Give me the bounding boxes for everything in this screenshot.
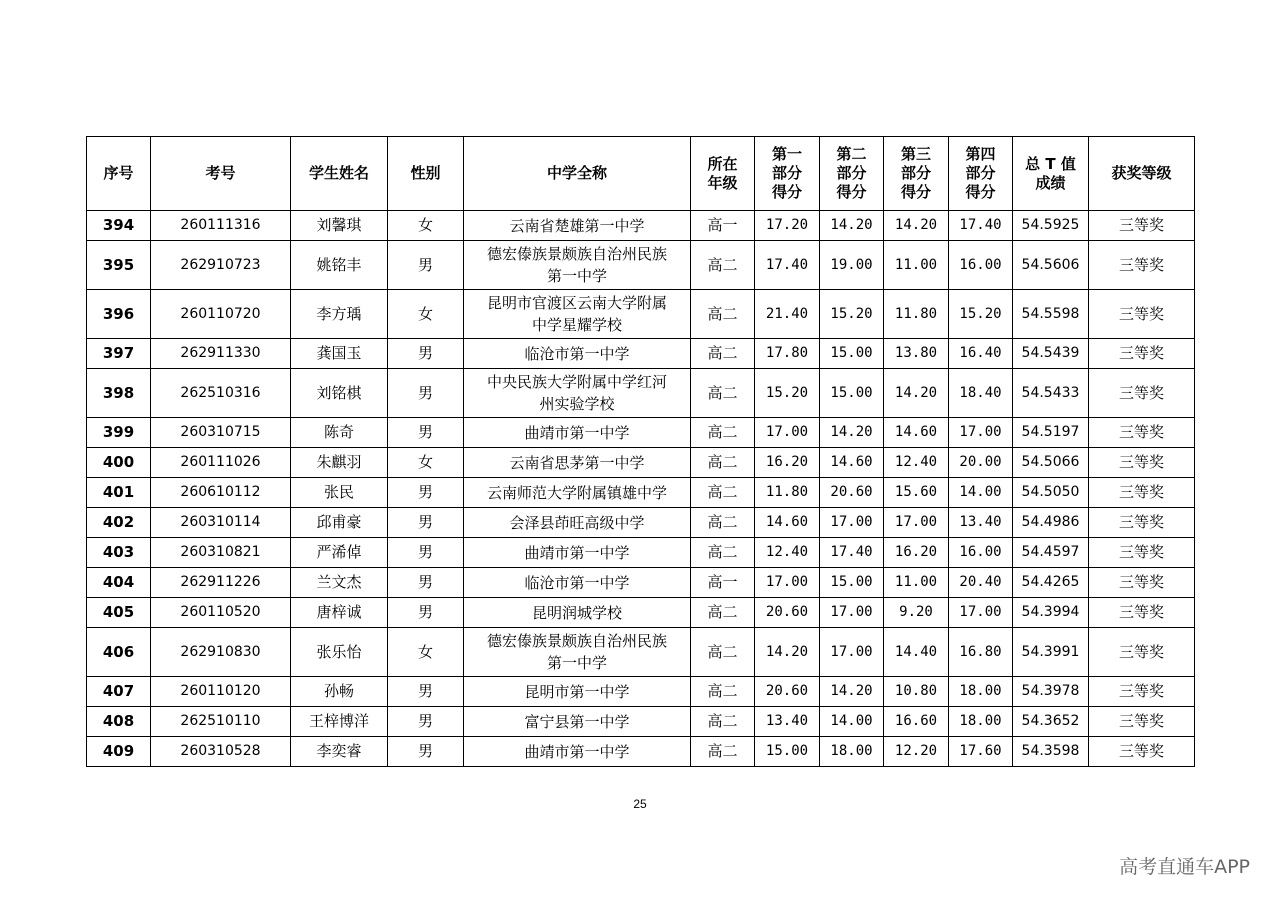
table-cell: 曲靖市第一中学 [464, 737, 691, 767]
table-cell: 兰文杰 [291, 568, 388, 598]
table-cell: 404 [87, 568, 151, 598]
table-row [87, 628, 1195, 677]
table-cell: 54.3978 [1013, 677, 1089, 707]
table-cell: 11.00 [884, 568, 949, 598]
table-cell: 17.00 [820, 508, 884, 538]
table-cell: 19.00 [820, 241, 884, 290]
table-body [87, 211, 1195, 767]
table-cell: 406 [87, 628, 151, 677]
table-cell: 16.40 [949, 339, 1013, 369]
header-cell: 获奖等级 [1089, 137, 1195, 211]
table-cell: 陈奇 [291, 418, 388, 448]
table-cell: 17.00 [755, 568, 820, 598]
table-cell: 会泽县茚旺高级中学 [464, 508, 691, 538]
table-cell: 三等奖 [1089, 211, 1195, 241]
header-row [87, 137, 1195, 211]
table-cell: 13.40 [755, 707, 820, 737]
table-row [87, 568, 1195, 598]
header-cell: 第四 部分 得分 [949, 137, 1013, 211]
header-cell: 考号 [151, 137, 291, 211]
table-row [87, 241, 1195, 290]
table-cell: 17.80 [755, 339, 820, 369]
table-cell: 10.80 [884, 677, 949, 707]
table-cell: 17.40 [755, 241, 820, 290]
table-cell: 54.5925 [1013, 211, 1089, 241]
table-cell: 11.80 [884, 290, 949, 339]
table-cell: 54.5197 [1013, 418, 1089, 448]
table-cell: 54.5598 [1013, 290, 1089, 339]
table-cell: 龚国玉 [291, 339, 388, 369]
table-cell: 李方瑀 [291, 290, 388, 339]
table-cell: 17.00 [884, 508, 949, 538]
table-cell: 11.80 [755, 478, 820, 508]
table-cell: 高二 [691, 290, 755, 339]
table-cell: 姚铭丰 [291, 241, 388, 290]
table-row [87, 508, 1195, 538]
table-cell: 260310821 [151, 538, 291, 568]
header-cell: 性别 [388, 137, 464, 211]
table-cell: 三等奖 [1089, 568, 1195, 598]
table-cell: 54.5433 [1013, 369, 1089, 418]
table-cell: 262910830 [151, 628, 291, 677]
table-cell: 21.40 [755, 290, 820, 339]
table-cell: 高二 [691, 628, 755, 677]
table-cell: 54.3598 [1013, 737, 1089, 767]
watermark-text: 高考直通车APP [1119, 856, 1250, 878]
table-cell: 18.00 [949, 677, 1013, 707]
table-row [87, 677, 1195, 707]
table-cell: 54.3652 [1013, 707, 1089, 737]
table-cell: 三等奖 [1089, 538, 1195, 568]
table-row [87, 339, 1195, 369]
table-cell: 17.40 [820, 538, 884, 568]
table-cell: 18.40 [949, 369, 1013, 418]
table-cell: 14.00 [949, 478, 1013, 508]
table-cell: 399 [87, 418, 151, 448]
table-row [87, 369, 1195, 418]
table-cell: 李奕睿 [291, 737, 388, 767]
table-cell: 男 [388, 568, 464, 598]
table-cell: 三等奖 [1089, 707, 1195, 737]
table-cell: 400 [87, 448, 151, 478]
table-cell: 高二 [691, 598, 755, 628]
table-cell: 三等奖 [1089, 339, 1195, 369]
table-cell: 15.20 [755, 369, 820, 418]
table-cell: 14.20 [820, 211, 884, 241]
table-cell: 262510316 [151, 369, 291, 418]
table-cell: 三等奖 [1089, 369, 1195, 418]
table-row [87, 418, 1195, 448]
table-cell: 高二 [691, 707, 755, 737]
table-cell: 男 [388, 418, 464, 448]
table-cell: 曲靖市第一中学 [464, 418, 691, 448]
table-cell: 男 [388, 707, 464, 737]
table-cell: 17.60 [949, 737, 1013, 767]
table-cell: 394 [87, 211, 151, 241]
table-cell: 54.3994 [1013, 598, 1089, 628]
table-cell: 17.00 [820, 598, 884, 628]
table-cell: 18.00 [949, 707, 1013, 737]
table-cell: 14.20 [884, 369, 949, 418]
table-cell: 262510110 [151, 707, 291, 737]
table-cell: 260110520 [151, 598, 291, 628]
table-cell: 407 [87, 677, 151, 707]
table-cell: 三等奖 [1089, 241, 1195, 290]
table-cell: 15.00 [820, 568, 884, 598]
table-cell: 高二 [691, 418, 755, 448]
table-cell: 54.3991 [1013, 628, 1089, 677]
table-cell: 12.40 [755, 538, 820, 568]
table-cell: 高二 [691, 538, 755, 568]
header-cell: 所在 年级 [691, 137, 755, 211]
table-cell: 女 [388, 211, 464, 241]
table-cell: 405 [87, 598, 151, 628]
table-cell: 260610112 [151, 478, 291, 508]
table-cell: 20.00 [949, 448, 1013, 478]
table-cell: 刘馨琪 [291, 211, 388, 241]
table-cell: 高一 [691, 568, 755, 598]
table-cell: 13.80 [884, 339, 949, 369]
table-cell: 三等奖 [1089, 290, 1195, 339]
header-cell: 第一 部分 得分 [755, 137, 820, 211]
table-cell: 三等奖 [1089, 418, 1195, 448]
header-cell: 第二 部分 得分 [820, 137, 884, 211]
table-cell: 临沧市第一中学 [464, 339, 691, 369]
table-row [87, 538, 1195, 568]
table-cell: 17.00 [949, 598, 1013, 628]
table-cell: 邱甫豪 [291, 508, 388, 538]
table-cell: 17.40 [949, 211, 1013, 241]
header-cell: 总 T 值 成绩 [1013, 137, 1089, 211]
table-cell: 德宏傣族景颇族自治州民族 第一中学 [464, 628, 691, 677]
table-cell: 14.00 [820, 707, 884, 737]
table-cell: 女 [388, 290, 464, 339]
table-cell: 曲靖市第一中学 [464, 538, 691, 568]
table-cell: 262911330 [151, 339, 291, 369]
table-row [87, 598, 1195, 628]
table-cell: 17.20 [755, 211, 820, 241]
table-cell: 三等奖 [1089, 628, 1195, 677]
table-cell: 16.00 [949, 538, 1013, 568]
table-cell: 14.60 [755, 508, 820, 538]
table-row [87, 478, 1195, 508]
table-cell: 14.20 [820, 677, 884, 707]
table-cell: 54.4597 [1013, 538, 1089, 568]
table-cell: 云南省楚雄第一中学 [464, 211, 691, 241]
table-cell: 三等奖 [1089, 448, 1195, 478]
table-cell: 398 [87, 369, 151, 418]
table-cell: 12.40 [884, 448, 949, 478]
table-cell: 396 [87, 290, 151, 339]
table-cell: 高二 [691, 478, 755, 508]
table-cell: 15.00 [755, 737, 820, 767]
table-cell: 20.60 [820, 478, 884, 508]
table-cell: 男 [388, 241, 464, 290]
header-cell: 中学全称 [464, 137, 691, 211]
table-cell: 14.60 [884, 418, 949, 448]
table-cell: 16.60 [884, 707, 949, 737]
header-cell: 学生姓名 [291, 137, 388, 211]
table-cell: 14.20 [755, 628, 820, 677]
table-cell: 昆明市第一中学 [464, 677, 691, 707]
table-cell: 16.80 [949, 628, 1013, 677]
table-cell: 402 [87, 508, 151, 538]
table-cell: 15.60 [884, 478, 949, 508]
table-cell: 18.00 [820, 737, 884, 767]
table-cell: 16.20 [755, 448, 820, 478]
table-cell: 9.20 [884, 598, 949, 628]
table-cell: 女 [388, 448, 464, 478]
table-cell: 260310715 [151, 418, 291, 448]
table-cell: 15.00 [820, 339, 884, 369]
table-cell: 高二 [691, 369, 755, 418]
table-cell: 孙畅 [291, 677, 388, 707]
table-cell: 409 [87, 737, 151, 767]
table-cell: 14.20 [884, 211, 949, 241]
table-cell: 高一 [691, 211, 755, 241]
table-cell: 13.40 [949, 508, 1013, 538]
table-cell: 男 [388, 508, 464, 538]
table-cell: 14.60 [820, 448, 884, 478]
table-cell: 云南省思茅第一中学 [464, 448, 691, 478]
page-number: 25 [633, 797, 647, 811]
table-cell: 唐梓诚 [291, 598, 388, 628]
table-cell: 刘铭棋 [291, 369, 388, 418]
table-cell: 54.5439 [1013, 339, 1089, 369]
table-cell: 男 [388, 538, 464, 568]
header-cell: 第三 部分 得分 [884, 137, 949, 211]
table-cell: 11.00 [884, 241, 949, 290]
table-cell: 富宁县第一中学 [464, 707, 691, 737]
table-cell: 262910723 [151, 241, 291, 290]
table-cell: 王梓博洋 [291, 707, 388, 737]
table-cell: 260111316 [151, 211, 291, 241]
table-cell: 16.00 [949, 241, 1013, 290]
table-cell: 男 [388, 369, 464, 418]
table-cell: 20.60 [755, 677, 820, 707]
table-cell: 260110120 [151, 677, 291, 707]
table-cell: 女 [388, 628, 464, 677]
table-cell: 德宏傣族景颇族自治州民族 第一中学 [464, 241, 691, 290]
table-cell: 20.60 [755, 598, 820, 628]
table-cell: 260310114 [151, 508, 291, 538]
table-cell: 中央民族大学附属中学红河 州实验学校 [464, 369, 691, 418]
table-cell: 401 [87, 478, 151, 508]
table-cell: 男 [388, 598, 464, 628]
table-cell: 12.20 [884, 737, 949, 767]
table-cell: 男 [388, 677, 464, 707]
table-cell: 昆明润城学校 [464, 598, 691, 628]
table-cell: 54.5066 [1013, 448, 1089, 478]
table-cell: 高二 [691, 339, 755, 369]
table-cell: 临沧市第一中学 [464, 568, 691, 598]
table-cell: 54.5050 [1013, 478, 1089, 508]
table-cell: 朱麒羽 [291, 448, 388, 478]
table-cell: 16.20 [884, 538, 949, 568]
table-row [87, 448, 1195, 478]
table-cell: 高二 [691, 677, 755, 707]
table-cell: 高二 [691, 737, 755, 767]
header-cell: 序号 [87, 137, 151, 211]
table-cell: 54.5606 [1013, 241, 1089, 290]
table-cell: 15.00 [820, 369, 884, 418]
table-cell: 260310528 [151, 737, 291, 767]
table-cell: 14.40 [884, 628, 949, 677]
table-cell: 403 [87, 538, 151, 568]
table-cell: 260110720 [151, 290, 291, 339]
table-cell: 408 [87, 707, 151, 737]
table-cell: 17.00 [755, 418, 820, 448]
table-cell: 260111026 [151, 448, 291, 478]
table-cell: 男 [388, 737, 464, 767]
table-cell: 17.00 [820, 628, 884, 677]
table-cell: 54.4265 [1013, 568, 1089, 598]
table-cell: 三等奖 [1089, 737, 1195, 767]
table-row [87, 290, 1195, 339]
table-cell: 男 [388, 339, 464, 369]
table-cell: 54.4986 [1013, 508, 1089, 538]
table-cell: 云南师范大学附属镇雄中学 [464, 478, 691, 508]
table-row [87, 707, 1195, 737]
table-cell: 262911226 [151, 568, 291, 598]
table-cell: 17.00 [949, 418, 1013, 448]
table-cell: 男 [388, 478, 464, 508]
table-cell: 三等奖 [1089, 508, 1195, 538]
table-cell: 395 [87, 241, 151, 290]
table-cell: 三等奖 [1089, 598, 1195, 628]
table-cell: 张乐怡 [291, 628, 388, 677]
table-row [87, 211, 1195, 241]
table-cell: 严浠倬 [291, 538, 388, 568]
table-cell: 高二 [691, 448, 755, 478]
table-cell: 高二 [691, 241, 755, 290]
table-cell: 15.20 [820, 290, 884, 339]
table-cell: 高二 [691, 508, 755, 538]
table-cell: 三等奖 [1089, 478, 1195, 508]
table-cell: 14.20 [820, 418, 884, 448]
table-cell: 20.40 [949, 568, 1013, 598]
table-cell: 三等奖 [1089, 677, 1195, 707]
table-cell: 15.20 [949, 290, 1013, 339]
table-cell: 昆明市官渡区云南大学附属 中学星耀学校 [464, 290, 691, 339]
table-row [87, 737, 1195, 767]
table-cell: 397 [87, 339, 151, 369]
results-table [86, 136, 1195, 767]
table-cell: 张民 [291, 478, 388, 508]
